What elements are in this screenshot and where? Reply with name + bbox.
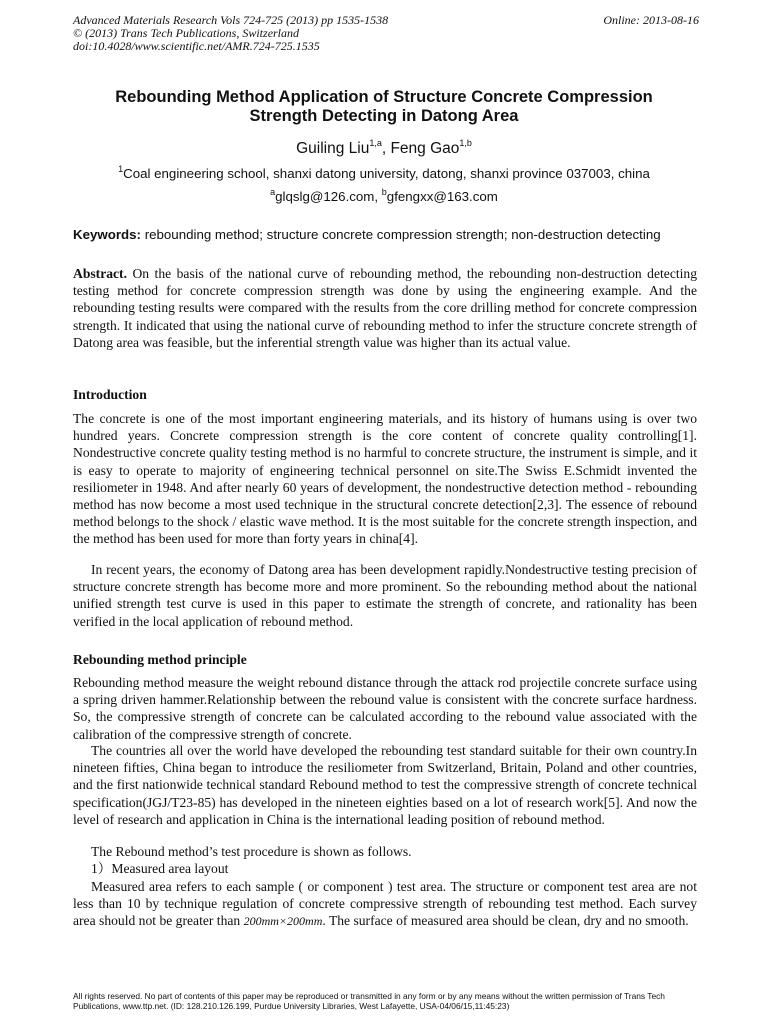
title-line-2: Strength Detecting in Datong Area <box>249 107 519 125</box>
online-date: Online: 2013-08-16 <box>603 13 699 27</box>
principle-paragraph-5 <box>73 878 697 931</box>
doi-line: doi:10.4028/www.scientific.net/AMR.724-725.1535 <box>73 39 320 53</box>
abstract-label: Abstract. <box>73 266 127 281</box>
dimension-formula: 200mm×200mm <box>243 914 323 929</box>
title-line-1: Rebounding Method Application of Structure Concrete Compression <box>115 88 653 106</box>
intro-paragraph-2: In recent years, the economy of Datong area has been development rapidly.Nondestructive testing precision of structure concrete strength has become more and more prominent. So the rebounding method about the national unified strength test curve is used in this paper to estimate the strength of concrete, and rationality has been verified in the local application of rebound method. <box>73 562 697 629</box>
intro-paragraph-1: The concrete is one of the most important engineering materials, and its history of humans using is over two hundred years. Concrete compression strength is the core content of concrete quality controlling[1]. Nondestructive concrete quality testing method is no harmful to concrete structure, the instrument is simple, and it is easy to operate to majority of engineering technical personnel on site.The Swiss E.Schmidt invented the resiliometer in 1948. And after nearly 60 years of development, the nondestructive detection method - rebounding method has now become a most used technique in the structural concrete detection[2,3]. The essence of rebound method belongs to the shock / elastic wave method. It is the most suitable for the concrete strength inspection, and the method has been used for more than forty years in china[4]. <box>73 411 697 547</box>
email-sup-b: b <box>381 186 387 197</box>
journal-header <box>73 14 699 53</box>
author-name: Feng Gao <box>390 140 460 157</box>
email-sup-a: a <box>270 186 276 197</box>
email-b[interactable]: gfengxx@163.com <box>386 189 498 204</box>
principle-paragraph-3: The Rebound method’s test procedure is shown as follows. <box>91 844 412 859</box>
email-a[interactable]: glqslg@126.com, <box>275 189 379 204</box>
copyright-footer: All rights reserved. No part of contents of this paper may be reproduced or transmitted in any form or by any means without the written permission of Trans Tech Publications, www.ttp.net. (ID: 128.210.126.199, Purdue University Libraries, West Lafayette, USA-04/06/15,11:45:23) <box>73 991 665 1011</box>
principle-paragraph-2: The countries all over the world have developed the rebounding test standard suitable for their own country.In nineteen fifties, China began to introduce the resiliometer from Switzerland, Britain, Poland and other countries, and the first nationwide technical standard Rebound method to test the compressive strength of concrete technical specification(JGJ/T23-85) has developed in the nineteen eighties based on a lot of research work[5]. And now the level of research and application in China is the international leading position of rebound method. <box>73 743 697 827</box>
journal-line: Advanced Materials Research Vols 724-725 (2013) pp 1535-1538 <box>73 13 389 27</box>
author-sup: 1,b <box>459 137 472 148</box>
affiliation-text: Coal engineering school, shanxi datong university, datong, shanxi province 037003, china <box>123 166 650 181</box>
author-name: Guiling Liu <box>296 140 370 157</box>
author-emails <box>60 186 708 205</box>
affiliation <box>60 163 708 182</box>
author-sup: 1,a <box>369 137 382 148</box>
section-heading-introduction: Introduction <box>73 387 147 402</box>
paragraph-text: . The surface of measured area should be clean, dry and no smooth. <box>322 913 689 929</box>
paragraph-text: Measured area refers to each sample ( or component ) test area. The structure or component test area are not less than 10 by technique regulation of concrete compressive strength of rebounding test method. Each survey area should not be greater than <box>73 879 697 929</box>
authors: Guiling Liu$^{1,a}$, Feng Gao$^{1,b}$ <box>296 137 472 157</box>
paper-title <box>60 88 708 126</box>
principle-list-item-1: 1）Measured area layout <box>91 861 229 876</box>
copyright-line: © (2013) Trans Tech Publications, Switzerland <box>73 26 300 40</box>
keywords <box>73 227 699 243</box>
abstract-text: On the basis of the national curve of rebounding method, the rebounding non-destruction detecting testing method for concrete compression strength was done by using the engineering example. And the rebounding testing results were compared with the results from the core drilling method for concrete compression strength. It indicated that using the national curve of rebounding method to infer the structure concrete strength of Datong area was feasible, but the inferential strength value was higher than its actual value. <box>73 266 697 350</box>
affiliation-sup: 1 <box>118 163 124 174</box>
keywords-label: Keywords: <box>73 227 141 242</box>
abstract <box>73 265 697 351</box>
section-heading-principle: Rebounding method principle <box>73 652 247 667</box>
keywords-text: rebounding method; structure concrete compression strength; non-destruction detecting <box>144 227 661 242</box>
principle-paragraph-1: Rebounding method measure the weight rebound distance through the attack rod projectile concrete surface using a spring driven hammer.Relationship between the rebound value is consistent with the concrete surface hardness. So, the compressive strength of concrete can be calculated according to the rebound value associated with the calibration of the compressive strength of concrete. <box>73 675 697 742</box>
